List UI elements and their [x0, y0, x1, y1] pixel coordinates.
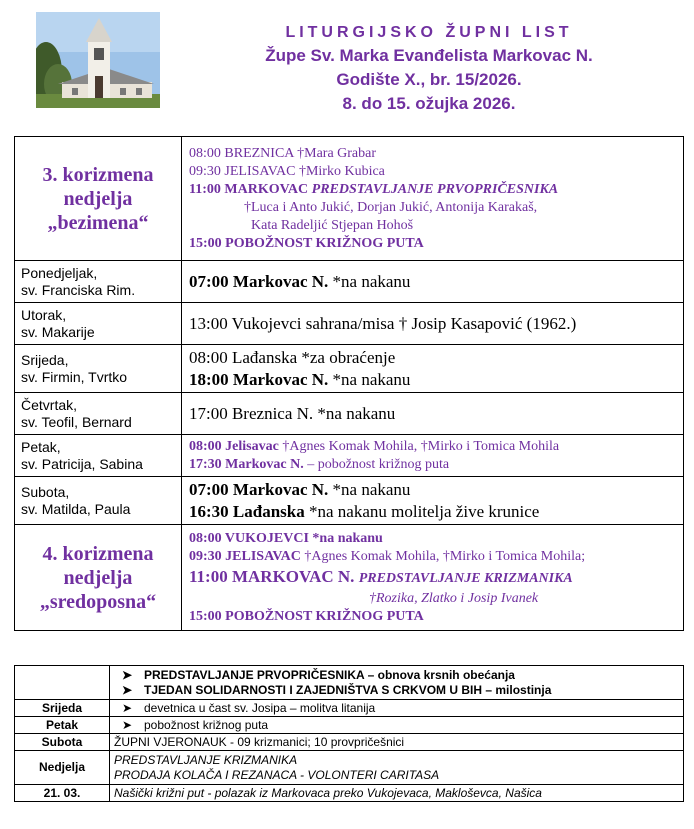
- parish-name: Župe Sv. Marka Evanđelista Markovac N.: [265, 46, 593, 65]
- day-row: Srijeda, sv. Firmin, Tvrtko 08:00 Lađanska *za obraćenje 18:00 Markovac N. *na nakanu: [15, 345, 684, 393]
- mass-schedule-table: [14, 136, 684, 631]
- day-row: Četvrtak, sv. Teofil, Bernard 17:00 Breznica N. *na nakanu: [15, 393, 684, 435]
- arrow-bullet-icon: ➤: [122, 682, 133, 697]
- arrow-bullet-icon: ➤: [122, 700, 133, 715]
- day-row: Subota, sv. Matilda, Paula 07:00 Markovac N. *na nakanu 16:30 Lađanska *na nakanu molitelja žive krunice: [15, 477, 684, 525]
- notes-row: Nedjelja PREDSTAVLJANJE KRIZMANIKA PRODAJA KOLAČA I REZANACA - VOLONTERI CARITASA: [15, 751, 684, 785]
- sunday-label: 4. korizmena nedjelja „sredoposna“: [15, 525, 182, 631]
- bulletin-title: LITURGIJSKO ŽUPNI LIST: [285, 24, 573, 41]
- day-row: Ponedjeljak, sv. Franciska Rim. 07:00 Markovac N. *na nakanu: [15, 261, 684, 303]
- church-photo: [36, 12, 160, 108]
- date-range: 8. do 15. ožujka 2026.: [342, 94, 516, 113]
- sunday-row: [15, 525, 684, 631]
- day-row: Petak, sv. Patricija, Sabina 08:00 Jelisavac †Agnes Komak Mohila, †Mirko i Tomica Mohila 17:30 Markovac N. – pobožnost križnog puta: [15, 435, 684, 477]
- notes-row: Srijeda ➤ devetnica u čast sv. Josipa – molitva litanija: [15, 700, 684, 717]
- notes-table: [14, 665, 684, 802]
- sunday-row: [15, 137, 684, 261]
- notes-row: Subota ŽUPNI VJERONAUK - 09 krizmanici; 10 provpričešnici: [15, 734, 684, 751]
- sunday-label: 3. korizmena nedjelja „bezimena“: [15, 137, 182, 261]
- bulletin-header: [170, 22, 688, 116]
- arrow-bullet-icon: ➤: [122, 717, 133, 732]
- sunday-events: 08:00 BREZNICA †Mara Grabar 09:30 JELISAVAC †Mirko Kubica 11:00 MARKOVAC PREDSTAVLJANJE PRVOPRIČESNIKA †Luca i Anto Jukić, Dorjan Jukić, Antonija Karakaš, Kata Radeljić Stjepan Hohoš 15:00 POBOŽNOST KRIŽNOG PUTA: [182, 137, 684, 261]
- notes-row: 21. 03. Našički križni put - polazak iz Markovaca preko Vukojevaca, Makloševca, Našica: [15, 785, 684, 802]
- notes-row: Petak ➤ pobožnost križnog puta: [15, 717, 684, 734]
- day-row: Utorak, sv. Makarije 13:00 Vukojevci sahrana/misa † Josip Kasapović (1962.): [15, 303, 684, 345]
- arrow-bullet-icon: ➤: [122, 667, 133, 682]
- notes-row: ➤ PREDSTAVLJANJE PRVOPRIČESNIKA – obnova krsnih obećanja ➤ TJEDAN SOLIDARNOSTI I ZAJEDNIŠTVA S CRKVOM U BIH – milostinja: [15, 666, 684, 700]
- issue-number: Godište X., br. 15/2026.: [336, 70, 522, 89]
- sunday-events: 08:00 VUKOJEVCI *na nakanu 09:30 JELISAVAC †Agnes Komak Mohila, †Mirko i Tomica Mohila; 11:00 MARKOVAC N. PREDSTAVLJANJE KRIZMANIKA †Rozika, Zlatko i Josip Ivanek 15:00 POBOŽNOST KRIŽNOG PUTA: [182, 525, 684, 631]
